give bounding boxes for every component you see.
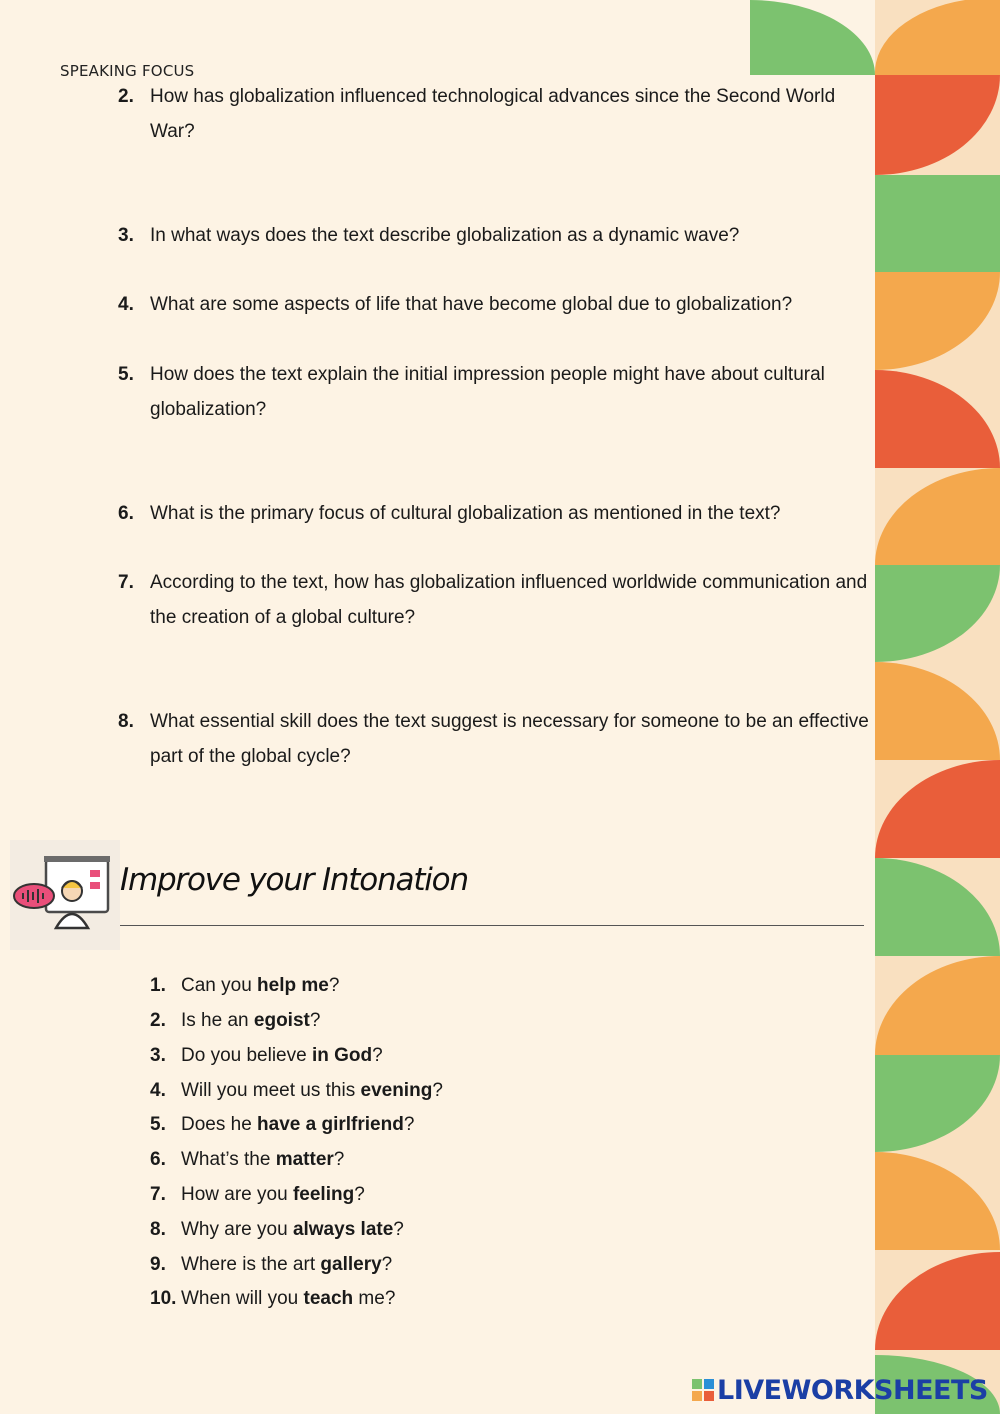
section-title: Improve your Intonation — [120, 862, 468, 898]
intonation-item — [150, 1251, 710, 1279]
liveworksheets-logo[interactable] — [692, 1373, 988, 1407]
page-header: SPEAKING FOCUS — [60, 62, 195, 80]
item-text: Do you believe in God? — [181, 1045, 383, 1066]
question-number: 3. — [118, 225, 134, 246]
item-text: When will you teach me? — [181, 1288, 396, 1309]
item-number: 7. — [150, 1184, 166, 1205]
intonation-item — [150, 1111, 710, 1139]
question-text: According to the text, how has globalization influenced worldwide communication and the creation of a global culture? — [150, 572, 868, 628]
item-text: Is he an egoist? — [181, 1010, 321, 1031]
item-text: Does he have a girlfriend? — [181, 1114, 415, 1135]
decorative-shapes — [740, 0, 1000, 1414]
intonation-item — [150, 1077, 710, 1105]
item-number: 8. — [150, 1219, 166, 1240]
question-number: 4. — [118, 294, 134, 315]
item-text: Where is the art gallery? — [181, 1254, 393, 1275]
item-number: 5. — [150, 1114, 166, 1135]
item-number: 2. — [150, 1010, 166, 1031]
intonation-item — [150, 1181, 710, 1209]
logo-grid-icon — [692, 1379, 714, 1401]
question-number: 6. — [118, 503, 134, 524]
item-number: 4. — [150, 1080, 166, 1101]
intonation-item — [150, 972, 710, 1000]
item-text: Can you help me? — [181, 975, 340, 996]
question-number: 7. — [118, 572, 134, 593]
item-number: 10. — [150, 1288, 177, 1309]
item-text: How are you feeling? — [181, 1184, 365, 1205]
intonation-item — [150, 1042, 710, 1070]
question-number: 5. — [118, 364, 134, 385]
section-divider — [120, 925, 864, 926]
question-text: How has globalization influenced technological advances since the Second World War? — [150, 86, 836, 142]
intonation-item — [150, 1146, 710, 1174]
item-text: Will you meet us this evening? — [181, 1080, 443, 1101]
question-text: How does the text explain the initial impression people might have about cultural globalization? — [150, 364, 825, 420]
logo-text: LIVEWORKSHEETS — [717, 1374, 988, 1406]
speaker-presentation-icon — [6, 836, 124, 954]
item-number: 6. — [150, 1149, 166, 1170]
item-number: 1. — [150, 975, 166, 996]
intonation-item — [150, 1216, 710, 1244]
item-number: 3. — [150, 1045, 166, 1066]
question-text: What essential skill does the text suggest is necessary for someone to be an effective part of the global cycle? — [150, 711, 869, 767]
question-text: What is the primary focus of cultural globalization as mentioned in the text? — [150, 503, 781, 524]
intonation-item — [150, 1007, 710, 1035]
item-text: What’s the matter? — [181, 1149, 345, 1170]
question-text: In what ways does the text describe globalization as a dynamic wave? — [150, 225, 740, 246]
question-text: What are some aspects of life that have become global due to globalization? — [150, 294, 793, 315]
question-number: 2. — [118, 86, 134, 107]
item-text: Why are you always late? — [181, 1219, 404, 1240]
intonation-item — [150, 1285, 710, 1313]
question-number: 8. — [118, 711, 134, 732]
item-number: 9. — [150, 1254, 166, 1275]
